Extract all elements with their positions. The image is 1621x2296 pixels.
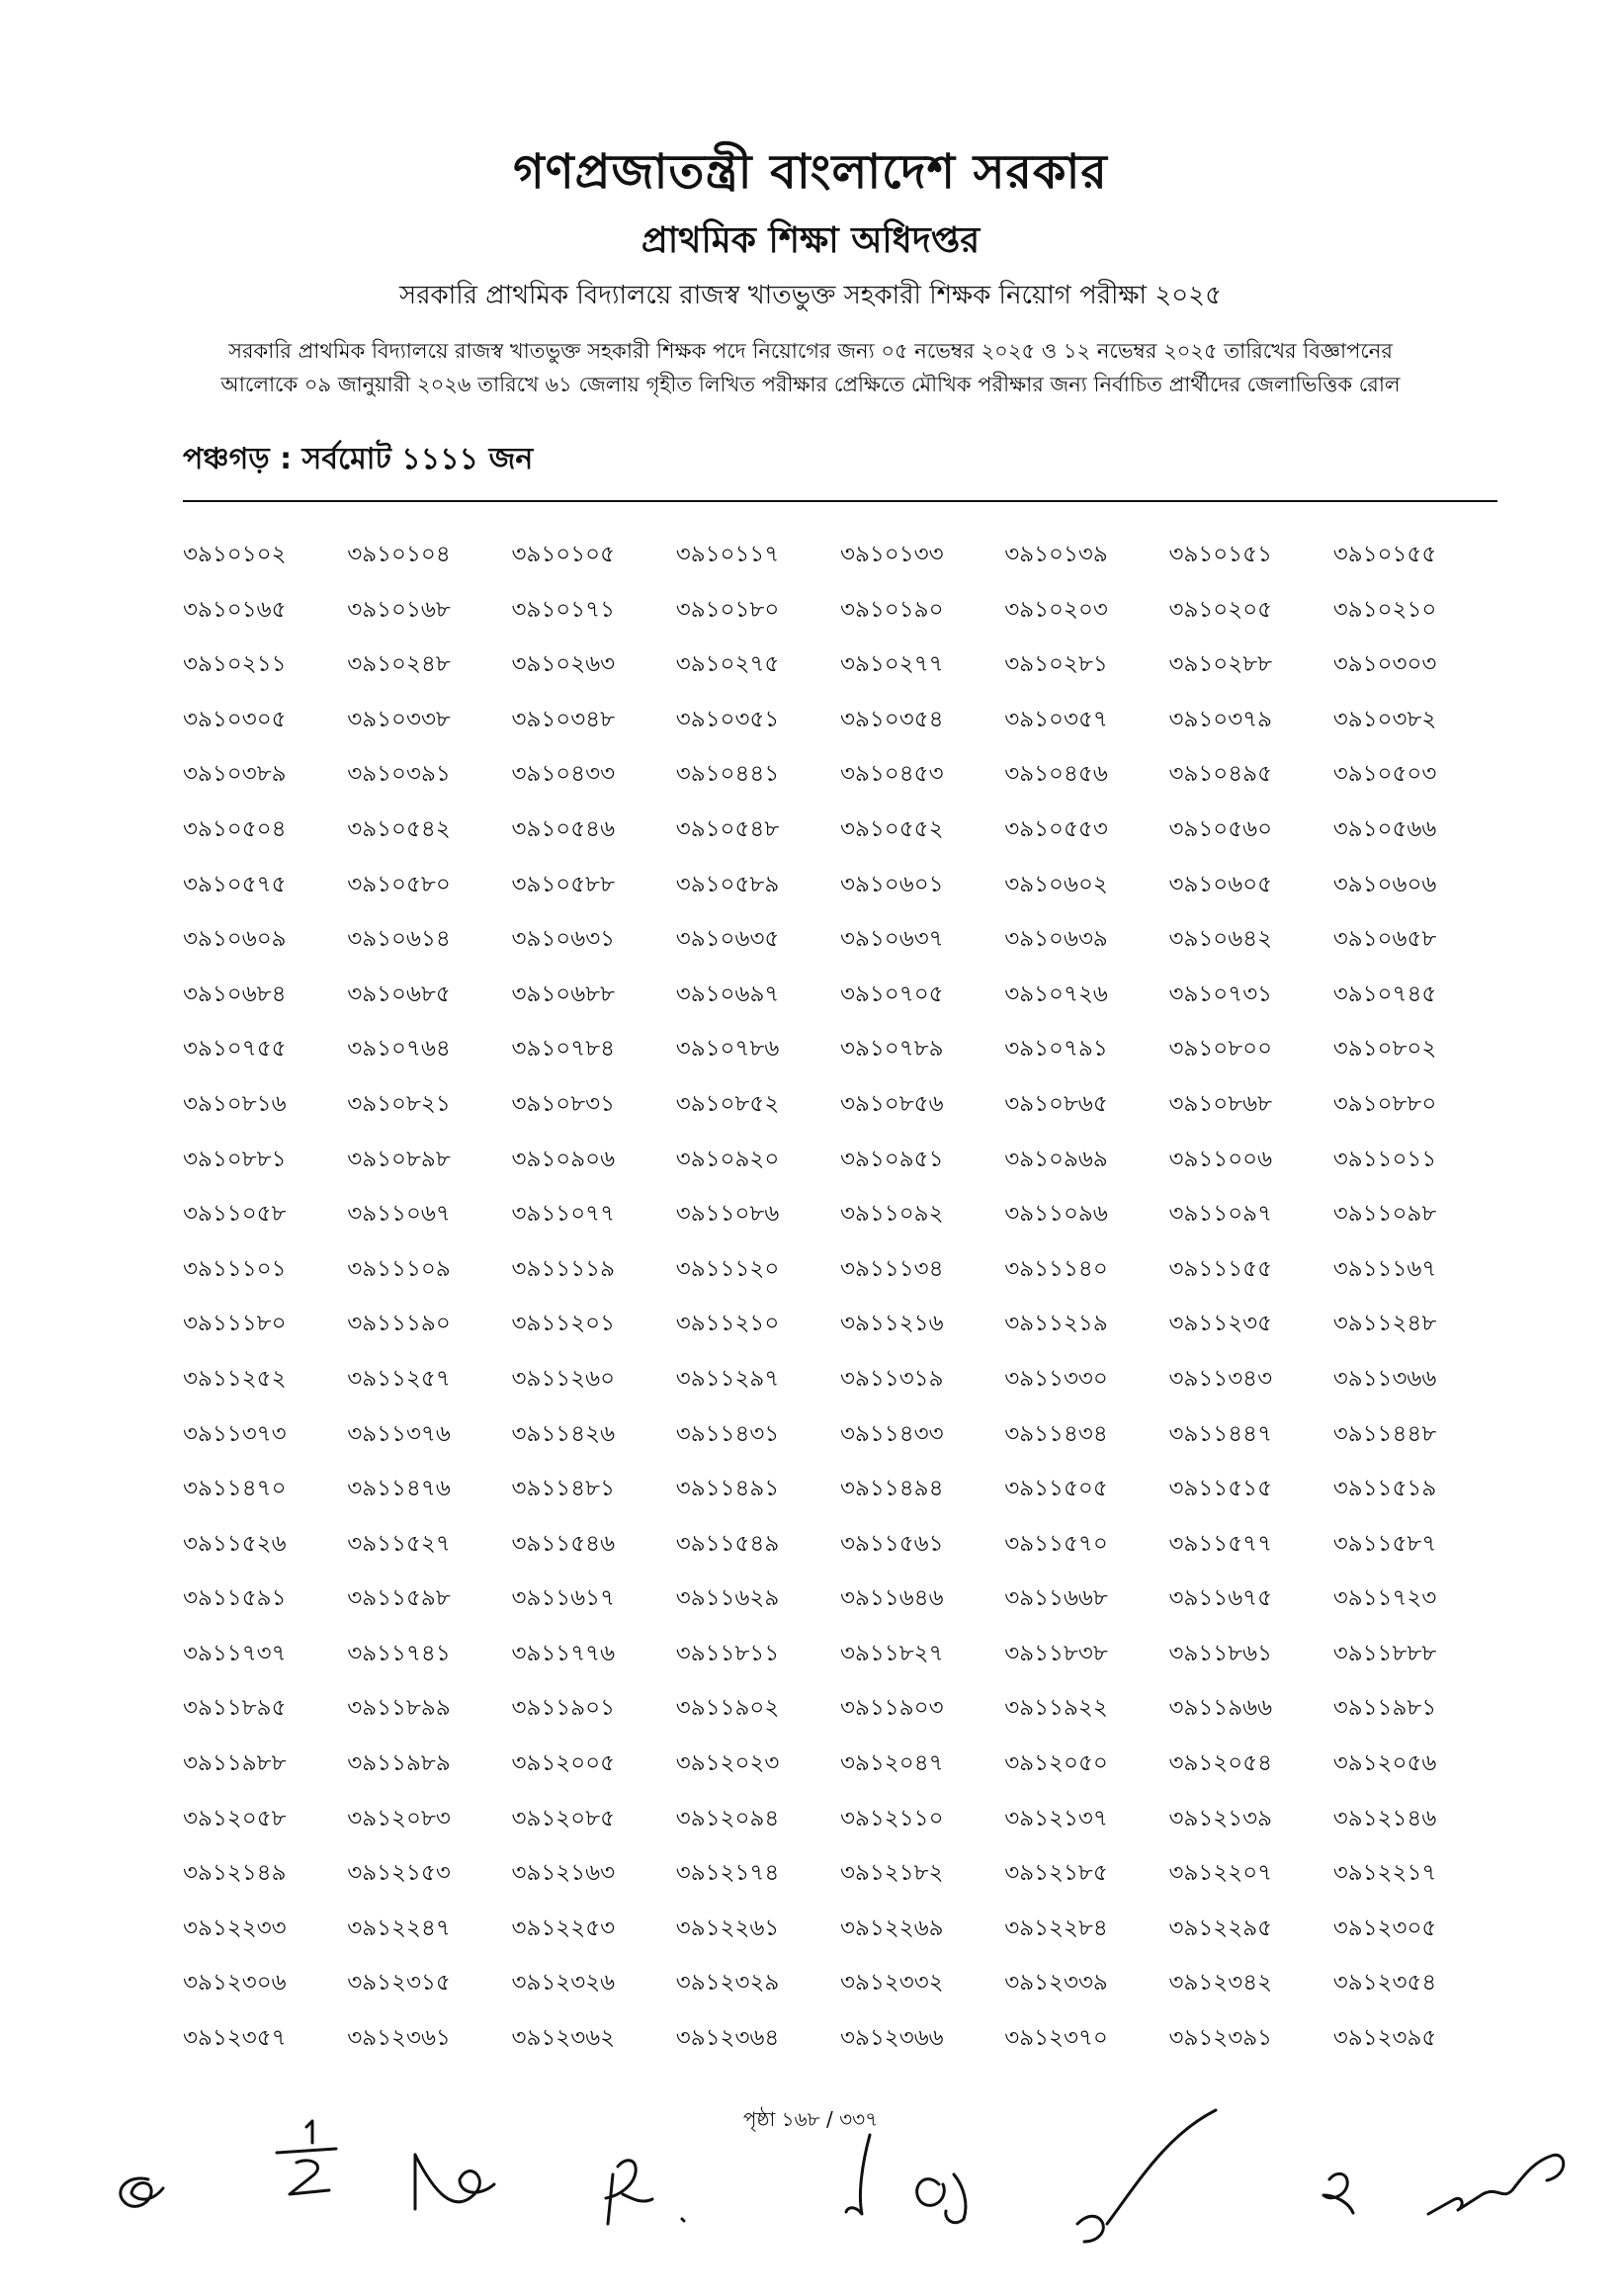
roll-number: ৩৯১১৪৭০ (183, 1476, 287, 1502)
roll-number: ৩৯১০৬৩১ (511, 926, 616, 953)
roll-number: ৩৯১২২৩৩ (183, 1914, 287, 1941)
roll-number: ৩৯১০৩৯১ (347, 761, 451, 788)
roll-number: ৩৯১১৮২৭ (840, 1640, 944, 1666)
roll-number: ৩৯১১৭৩৭ (183, 1640, 287, 1666)
roll-number: ৩৯১২৩৫৭ (183, 2025, 287, 2052)
roll-number: ৩৯১২০৫৬ (1332, 1750, 1437, 1777)
roll-number: ৩৯১১৪৭৬ (347, 1476, 451, 1502)
roll-number: ৩৯১০২০৩ (1004, 596, 1108, 623)
roll-number: ৩৯১১২১৯ (1004, 1311, 1108, 1337)
roll-number: ৩৯১০৭৫৫ (183, 1036, 287, 1063)
roll-number: ৩৯১২০৮৩ (347, 1805, 451, 1831)
signature-8 (1323, 2173, 1353, 2213)
roll-number: ৩৯১১৯৬৬ (1168, 1695, 1273, 1722)
roll-number: ৩৯১১৩৬৬ (1332, 1365, 1437, 1392)
roll-number: ৩৯১১৫৭০ (1004, 1530, 1108, 1557)
roll-number: ৩৯১১৮৯৯ (347, 1695, 451, 1722)
roll-number: ৩৯১১৫৪৯ (675, 1530, 780, 1557)
roll-number: ৩৯১০২৮১ (1004, 651, 1108, 678)
roll-number: ৩৯১০২৬৩ (511, 651, 616, 678)
roll-number: ৩৯১১৪৩১ (675, 1420, 780, 1447)
roll-number: ৩৯১১৫৯১ (183, 1585, 287, 1612)
roll-number: ৩৯১১৫২৭ (347, 1530, 451, 1557)
roll-number: ৩৯১০৫৮৮ (511, 871, 616, 897)
roll-number: ৩৯১২১৩৯ (1168, 1805, 1273, 1831)
signature-6 (917, 2174, 966, 2223)
roll-number: ৩৯১১০৮৬ (675, 1201, 780, 1228)
roll-number: ৩৯১১১১৯ (511, 1255, 616, 1282)
roll-number: ৩৯১২০৫৪ (1168, 1750, 1273, 1777)
roll-number: ৩৯১২১৮৫ (1004, 1860, 1108, 1887)
roll-number: ৩৯১০১০৫ (511, 542, 616, 567)
roll-number: ৩৯১২৩১৫ (347, 1970, 451, 1997)
roll-number: ৩৯১২০৯৪ (675, 1805, 780, 1831)
roll-number: ৩৯১১০৬৭ (347, 1201, 451, 1228)
roll-number: ৩৯১২২৬৯ (840, 1914, 944, 1941)
roll-number: ৩৯১০১৬৫ (183, 596, 287, 623)
roll-number: ৩৯১০৩৫৪ (840, 706, 944, 732)
roll-number: ৩৯১০৫৪৮ (675, 815, 780, 842)
divider (183, 500, 1497, 502)
roll-number: ৩৯১২৩৪২ (1168, 1970, 1273, 1997)
roll-number: ৩৯১১৩৩০ (1004, 1365, 1108, 1392)
roll-number: ৩৯১০১৫১ (1168, 542, 1273, 567)
roll-number: ৩৯১১২৬০ (511, 1365, 616, 1392)
roll-number: ৩৯১০৫৪২ (347, 815, 451, 842)
roll-number: ৩৯১১১৩৪ (840, 1255, 944, 1282)
roll-number: ৩৯১০৫৪৬ (511, 815, 616, 842)
roll-number: ৩৯১০২১০ (1332, 596, 1437, 623)
roll-number: ৩৯১০৭৬৪ (347, 1036, 451, 1063)
roll-number: ৩৯১০৩৭৯ (1168, 706, 1273, 732)
roll-number: ৩৯১১৮৮৮ (1332, 1640, 1437, 1666)
roll-number: ৩৯১০২৭৭ (840, 651, 944, 678)
roll-number: ৩৯১০৮১৬ (183, 1090, 287, 1117)
roll-number: ৩৯১০১৭১ (511, 596, 616, 623)
roll-number: ৩৯১১৮৯৫ (183, 1695, 287, 1722)
roll-number-grid (183, 534, 1497, 2073)
signature-2 (277, 2121, 336, 2194)
roll-number: ৩৯১১০৯৬ (1004, 1201, 1108, 1228)
roll-number: ৩৯১০৯২০ (675, 1146, 780, 1172)
roll-number: ৩৯১১৫১৫ (1168, 1476, 1273, 1502)
roll-number: ৩৯১১২৫৭ (347, 1365, 451, 1392)
roll-number: ৩৯১১১০৯ (347, 1255, 451, 1282)
roll-number: ৩৯১০৬১৪ (347, 926, 451, 953)
roll-number: ৩৯১০৮৬৮ (1168, 1090, 1273, 1117)
roll-number: ৩৯১২৩৬২ (511, 2025, 616, 2052)
roll-number: ৩৯১০১১৭ (675, 542, 780, 567)
roll-number: ৩৯১১৯৮৮ (183, 1750, 287, 1777)
roll-number: ৩৯১০৬৮৮ (511, 980, 616, 1007)
signature-1 (121, 2178, 163, 2206)
roll-number: ৩৯১২০৮৫ (511, 1805, 616, 1831)
directorate-title: প্রাথমিক শিক্ষা অধিদপ্তর (640, 220, 981, 261)
roll-number: ৩৯১১০১১ (1332, 1146, 1437, 1172)
roll-number: ৩৯১০৮৩১ (511, 1090, 616, 1117)
roll-number: ৩৯১০৮৯৮ (347, 1146, 451, 1172)
roll-number: ৩৯১২৩২৯ (675, 1970, 780, 1997)
roll-number: ৩৯১২৩৯১ (1168, 2025, 1273, 2052)
roll-number: ৩৯১১৪৯৪ (840, 1476, 944, 1502)
roll-number: ৩৯১০৬৩৭ (840, 926, 944, 953)
roll-number: ৩৯১২৩৩৯ (1004, 1970, 1108, 1997)
roll-number: ৩৯১২৩৩২ (840, 1970, 944, 1997)
roll-number: ৩৯১২৩৬৬ (840, 2025, 944, 2052)
roll-number: ৩৯১১৮৬১ (1168, 1640, 1273, 1666)
roll-number: ৩৯১০৬৩৯ (1004, 926, 1108, 953)
roll-number: ৩৯১০৯৫১ (840, 1146, 944, 1172)
roll-number: ৩৯১০৬০৫ (1168, 871, 1273, 897)
roll-number: ৩৯১১৬২৯ (675, 1585, 780, 1612)
signature-9 (1428, 2155, 1564, 2214)
roll-number: ৩৯১১৪২৬ (511, 1420, 616, 1447)
roll-number: ৩৯১২৩৯৫ (1332, 2025, 1437, 2052)
roll-number: ৩৯১০৫০৪ (183, 815, 287, 842)
roll-number: ৩৯১১৫৯৮ (347, 1585, 451, 1612)
roll-number: ৩৯১১৯০৩ (840, 1695, 944, 1722)
notice-text (148, 334, 1473, 401)
roll-number: ৩৯১০৮৫৬ (840, 1090, 944, 1117)
roll-number: ৩৯১০৮০২ (1332, 1036, 1437, 1063)
roll-number: ৩৯১০৩৩৮ (347, 706, 451, 732)
roll-number: ৩৯১২৩৬১ (347, 2025, 451, 2052)
roll-number: ৩৯১১২৩৫ (1168, 1311, 1273, 1337)
roll-number: ৩৯১১৪৮১ (511, 1476, 616, 1502)
roll-number: ৩৯১১৯২২ (1004, 1695, 1108, 1722)
roll-number: ৩৯১১৭২৩ (1332, 1585, 1437, 1612)
roll-number: ৩৯১০৬৮৪ (183, 980, 287, 1007)
roll-number: ৩৯১২২৪৭ (347, 1914, 451, 1941)
roll-number: ৩৯১১৩১৯ (840, 1365, 944, 1392)
roll-number: ৩৯১০৩৮৯ (183, 761, 287, 788)
roll-number: ৩৯১১২৯৭ (675, 1365, 780, 1392)
roll-number: ৩৯১১২৪৮ (1332, 1311, 1437, 1337)
roll-number: ৩৯১২১৭৪ (675, 1860, 780, 1887)
roll-number: ৩৯১০৭৪৫ (1332, 980, 1437, 1007)
roll-number: ৩৯১২০৫০ (1004, 1750, 1108, 1777)
roll-number: ৩৯১০৮৮১ (183, 1146, 287, 1172)
roll-number: ৩৯১১৪৩৩ (840, 1420, 944, 1447)
roll-number: ৩৯১০১৮০ (675, 596, 780, 623)
roll-number: ৩৯১১৫০৫ (1004, 1476, 1108, 1502)
roll-number: ৩৯১০৫৬৬ (1332, 815, 1437, 842)
roll-number: ৩৯১১৩৭৩ (183, 1420, 287, 1447)
roll-number: ৩৯১১১৬৭ (1332, 1255, 1437, 1282)
roll-number: ৩৯১১০৯৮ (1332, 1201, 1437, 1228)
roll-number: ৩৯১০২১১ (183, 651, 287, 678)
roll-number: ৩৯১০৩৪৮ (511, 706, 616, 732)
roll-number: ৩৯১০৯৬৯ (1004, 1146, 1108, 1172)
roll-number: ৩৯১০৬০৯ (183, 926, 287, 953)
roll-number: ৩৯১১৬৬৮ (1004, 1585, 1108, 1612)
notice-line-1: সরকারি প্রাথমিক বিদ্যালয়ে রাজস্ব খাতভুক্ত সহকারী শিক্ষক পদে নিয়োগের জন্য ০৫ নভেম্বর ২০২৫ ও ১২ নভেম্বর ২০২৫ তারিখের বিজ্ঞাপনের (228, 339, 1393, 363)
roll-number: ৩৯১০১০৪ (347, 542, 451, 567)
roll-number: ৩৯১১৮৩৮ (1004, 1640, 1108, 1666)
roll-number: ৩৯১২৩৭০ (1004, 2025, 1108, 2052)
roll-number: ৩৯১০৩৫৭ (1004, 706, 1108, 732)
roll-number: ৩৯১১৫৮৭ (1332, 1530, 1437, 1557)
roll-number: ৩৯১০৫৮০ (347, 871, 451, 897)
roll-number: ৩৯১১৪৩৪ (1004, 1420, 1108, 1447)
roll-number: ৩৯১১৯৮১ (1332, 1695, 1437, 1722)
roll-number: ৩৯১০৬০৬ (1332, 871, 1437, 897)
roll-number: ৩৯১২৩০৫ (1332, 1914, 1437, 1941)
roll-number: ৩৯১০৩০৫ (183, 706, 287, 732)
roll-number: ৩৯১০৩৮২ (1332, 706, 1437, 732)
roll-number: ৩৯১০৬৯৭ (675, 980, 780, 1007)
signatures-area (0, 2076, 1621, 2296)
roll-number: ৩৯১০৪৩৩ (511, 761, 616, 788)
roll-number: ৩৯১১৪৪৭ (1168, 1420, 1273, 1447)
roll-number: ৩৯১০১৯০ (840, 596, 944, 623)
roll-number: ৩৯১০৪৫৬ (1004, 761, 1108, 788)
signature-4 (606, 2161, 684, 2224)
roll-number: ৩৯১০৬৪২ (1168, 926, 1273, 953)
roll-number: ৩৯১০২০৫ (1168, 596, 1273, 623)
roll-number: ৩৯১২২০৭ (1168, 1860, 1273, 1887)
roll-number: ৩৯১০২৮৮ (1168, 651, 1273, 678)
roll-number: ৩৯১১৫৬১ (840, 1530, 944, 1557)
roll-number: ৩৯১১৭৪১ (347, 1640, 451, 1666)
roll-number: ৩৯১০১৬৮ (347, 596, 451, 623)
roll-number: ৩৯১১৯০২ (675, 1695, 780, 1722)
roll-number: ৩৯১০৬০১ (840, 871, 944, 897)
roll-number: ৩৯১১৪৪৮ (1332, 1420, 1437, 1447)
roll-number: ৩৯১১১০১ (183, 1255, 287, 1282)
roll-number: ৩৯১১১৫৫ (1168, 1255, 1273, 1282)
roll-number: ৩৯১০৭৮৯ (840, 1036, 944, 1063)
roll-number: ৩৯১১১৪০ (1004, 1255, 1108, 1282)
roll-number: ৩৯১০৭৯১ (1004, 1036, 1108, 1063)
roll-number: ৩৯১০১৫৫ (1332, 542, 1437, 567)
roll-number: ৩৯১০৬৫৮ (1332, 926, 1437, 953)
page-number: পৃষ্ঠা ১৬৮ / ৩৩৭ (742, 2107, 879, 2131)
roll-number: ৩৯১১৬১৭ (511, 1585, 616, 1612)
roll-number: ৩৯১০৫৮৯ (675, 871, 780, 897)
roll-number: ৩৯১২১৬৩ (511, 1860, 616, 1887)
signature-5 (846, 2135, 870, 2214)
roll-number: ৩৯১০২৭৫ (675, 651, 780, 678)
roll-number: ৩৯১০৮৫২ (675, 1090, 780, 1117)
roll-number: ৩৯১০৪৪১ (675, 761, 780, 788)
notice-line-2: আলোকে ০৯ জানুয়ারী ২০২৬ তারিখে ৬১ জেলায় গৃহীত লিখিত পরীক্ষার প্রেক্ষিতে মৌখিক পরীক্ষার জন্য নির্বাচিত প্রার্থীদের জেলাভিত্তিক রোল (220, 373, 1401, 396)
roll-number: ৩৯১১৫৭৭ (1168, 1530, 1273, 1557)
district-heading: পঞ্চগড় : সর্বমোট ১১১১ জন (183, 442, 534, 476)
roll-number: ৩৯১১১৯০ (347, 1311, 451, 1337)
roll-number: ৩৯১২১৮২ (840, 1860, 944, 1887)
roll-number: ৩৯১২১৪৬ (1332, 1805, 1437, 1831)
roll-number: ৩৯১১৮১১ (675, 1640, 780, 1666)
roll-number: ৩৯১১০০৬ (1168, 1146, 1273, 1172)
roll-number: ৩৯১১০৯২ (840, 1201, 944, 1228)
roll-number: ৩৯১১০৯৭ (1168, 1201, 1273, 1228)
roll-number: ৩৯১০৮২১ (347, 1090, 451, 1117)
roll-number: ৩৯১০৫৫৩ (1004, 815, 1108, 842)
roll-number: ৩৯১১২১০ (675, 1311, 780, 1337)
roll-number: ৩৯১০৭৮৪ (511, 1036, 616, 1063)
roll-number: ৩৯১২০৫৮ (183, 1805, 287, 1831)
roll-number: ৩৯১২১৩৭ (1004, 1805, 1108, 1831)
roll-number: ৩৯১১১৮০ (183, 1311, 287, 1337)
roll-number: ৩৯১১০৭৭ (511, 1201, 616, 1228)
roll-number: ৩৯১০১৩৩ (840, 542, 944, 567)
roll-number: ৩৯১২৩৬৪ (675, 2025, 780, 2052)
roll-number: ৩৯১১২১৬ (840, 1311, 944, 1337)
roll-number: ৩৯১২১৫৩ (347, 1860, 451, 1887)
roll-number: ৩৯১০৭২৬ (1004, 980, 1108, 1007)
roll-number: ৩৯১০১৩৯ (1004, 542, 1108, 567)
roll-number: ৩৯১০১০২ (183, 542, 287, 567)
roll-number: ৩৯১০৩০৩ (1332, 651, 1437, 678)
roll-number: ৩৯১২২৫৩ (511, 1914, 616, 1941)
roll-number: ৩৯১২২৮৪ (1004, 1914, 1108, 1941)
roll-number: ৩৯১১২৫২ (183, 1365, 287, 1392)
roll-number: ৩৯১১৯৮৯ (347, 1750, 451, 1777)
roll-number: ৩৯১১৯০১ (511, 1695, 616, 1722)
roll-number: ৩৯১০৮৬৫ (1004, 1090, 1108, 1117)
roll-number: ৩৯১০৪৯৫ (1168, 761, 1273, 788)
roll-number: ৩৯১০৭৮৬ (675, 1036, 780, 1063)
roll-number: ৩৯১০৬৮৫ (347, 980, 451, 1007)
roll-number: ৩৯১১৫৪৬ (511, 1530, 616, 1557)
roll-number: ৩৯১২১১০ (840, 1805, 944, 1831)
roll-number: ৩৯১১৪৯১ (675, 1476, 780, 1502)
roll-number: ৩৯১২০২৩ (675, 1750, 780, 1777)
roll-number: ৩৯১০২৪৮ (347, 651, 451, 678)
roll-number: ৩৯১০৭০৫ (840, 980, 944, 1007)
roll-number: ৩৯১১১২০ (675, 1255, 780, 1282)
roll-number: ৩৯১২২৬১ (675, 1914, 780, 1941)
roll-number: ৩৯১১২০১ (511, 1311, 616, 1337)
roll-number: ৩৯১০৫৬০ (1168, 815, 1273, 842)
roll-number: ৩৯১১৩৪৩ (1168, 1365, 1273, 1392)
roll-number: ৩৯১০৫৭৫ (183, 871, 287, 897)
roll-number: ৩৯১০৫৫২ (840, 815, 944, 842)
roll-number: ৩৯১২৩৫৪ (1332, 1970, 1437, 1997)
roll-number: ৩৯১০৮০০ (1168, 1036, 1273, 1063)
roll-number: ৩৯১০৬৩৫ (675, 926, 780, 953)
roll-number: ৩৯১০৪৫৩ (840, 761, 944, 788)
roll-number: ৩৯১২২৯৫ (1168, 1914, 1273, 1941)
roll-number: ৩৯১০৮৮০ (1332, 1090, 1437, 1117)
signature-7 (1077, 2110, 1216, 2242)
roll-number: ৩৯১০৬০২ (1004, 871, 1108, 897)
exam-title: সরকারি প্রাথমিক বিদ্যালয়ে রাজস্ব খাতভুক্ত সহকারী শিক্ষক নিয়োগ পরীক্ষা ২০২৫ (399, 281, 1222, 310)
roll-number: ৩৯১১৫২৬ (183, 1530, 287, 1557)
roll-number: ৩৯১২১৪৯ (183, 1860, 287, 1887)
roll-number: ৩৯১১০৫৮ (183, 1201, 287, 1228)
roll-number: ৩৯১১৭৭৬ (511, 1640, 616, 1666)
roll-number: ৩৯১১৬৭৫ (1168, 1585, 1273, 1612)
roll-number: ৩৯১০৫০৩ (1332, 761, 1437, 788)
roll-number: ৩৯১১৫১৯ (1332, 1476, 1437, 1502)
roll-number: ৩৯১০৯০৬ (511, 1146, 616, 1172)
roll-number: ৩৯১০৩৫১ (675, 706, 780, 732)
roll-number: ৩৯১০৭৩১ (1168, 980, 1273, 1007)
roll-number: ৩৯১২২১৭ (1332, 1860, 1437, 1887)
roll-number: ৩৯১১৬৪৬ (840, 1585, 944, 1612)
roll-number: ৩৯১২৩০৬ (183, 1970, 287, 1997)
roll-number: ৩৯১১৩৭৬ (347, 1420, 451, 1447)
roll-number: ৩৯১২০০৫ (511, 1750, 616, 1777)
government-title: গণপ্রজাতন্ত্রী বাংলাদেশ সরকার (513, 144, 1108, 200)
roll-number: ৩৯১২৩২৬ (511, 1970, 616, 1997)
signature-3 (415, 2155, 494, 2209)
roll-number: ৩৯১২০৪৭ (840, 1750, 944, 1777)
